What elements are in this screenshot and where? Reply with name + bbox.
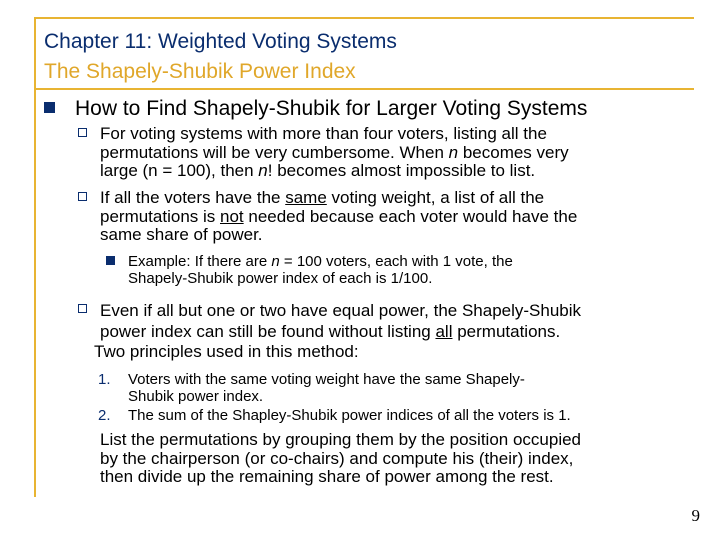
principle-2-number: 2. <box>98 407 111 424</box>
title-divider <box>34 88 694 90</box>
example-line-1: Example: If there are n = 100 voters, each with 1 vote, the <box>128 253 513 270</box>
bullet-1-line-1: For voting systems with more than four voters, listing all the <box>100 124 547 143</box>
hollow-square-bullet-icon <box>78 128 87 137</box>
square-bullet-icon <box>44 102 55 113</box>
slide-title: Chapter 11: Weighted Voting Systems <box>44 30 397 53</box>
hollow-square-bullet-icon <box>78 304 87 313</box>
bullet-3-line-2: power index can still be found without listing all permutations. <box>100 321 561 341</box>
closing-line-2: by the chairperson (or co-chairs) and compute his (their) index, <box>100 448 574 468</box>
hollow-square-bullet-icon <box>78 192 87 201</box>
frame-top-rule <box>34 17 694 19</box>
slide-subtitle: The Shapely-Shubik Power Index <box>44 60 356 83</box>
closing-line-3: then divide up the remaining share of power among the rest. <box>100 467 554 486</box>
principle-1-number: 1. <box>98 371 111 388</box>
heading-bullet <box>44 97 587 121</box>
principle-1-line-2: Shubik power index. <box>128 388 264 405</box>
bullet-3-line-3: Two principles used in this method: <box>94 342 359 361</box>
page-number: 9 <box>691 506 700 525</box>
principle-1-line-1: Voters with the same voting weight have the same Shapely- <box>128 371 525 388</box>
bullet-1-line-2: permutations will be very cumbersome. When n becomes very <box>100 142 569 162</box>
heading-text: How to Find Shapely-Shubik for Larger Voting Systems <box>75 97 588 120</box>
closing-paragraph <box>100 431 581 487</box>
closing-line-1: List the permutations by grouping them by the position occupied <box>100 430 582 449</box>
bullet-2-line-3: same share of power. <box>100 225 263 244</box>
principle-2-line-1: The sum of the Shapley-Shubik power indices of all the voters is 1. <box>128 407 571 424</box>
square-bullet-icon <box>106 256 115 265</box>
bullet-3-line-1: Even if all but one or two have equal power, the Shapely-Shubik <box>100 301 582 320</box>
bullet-1-line-3: large (n = 100), then n! becomes almost impossible to list. <box>100 161 536 180</box>
bullet-2-line-2: permutations is not needed because each voter would have the <box>100 206 578 226</box>
example-line-2: Shapely-Shubik power index of each is 1/100. <box>128 270 433 287</box>
bullet-2-line-1: If all the voters have the same voting weight, a list of all the <box>100 188 545 207</box>
